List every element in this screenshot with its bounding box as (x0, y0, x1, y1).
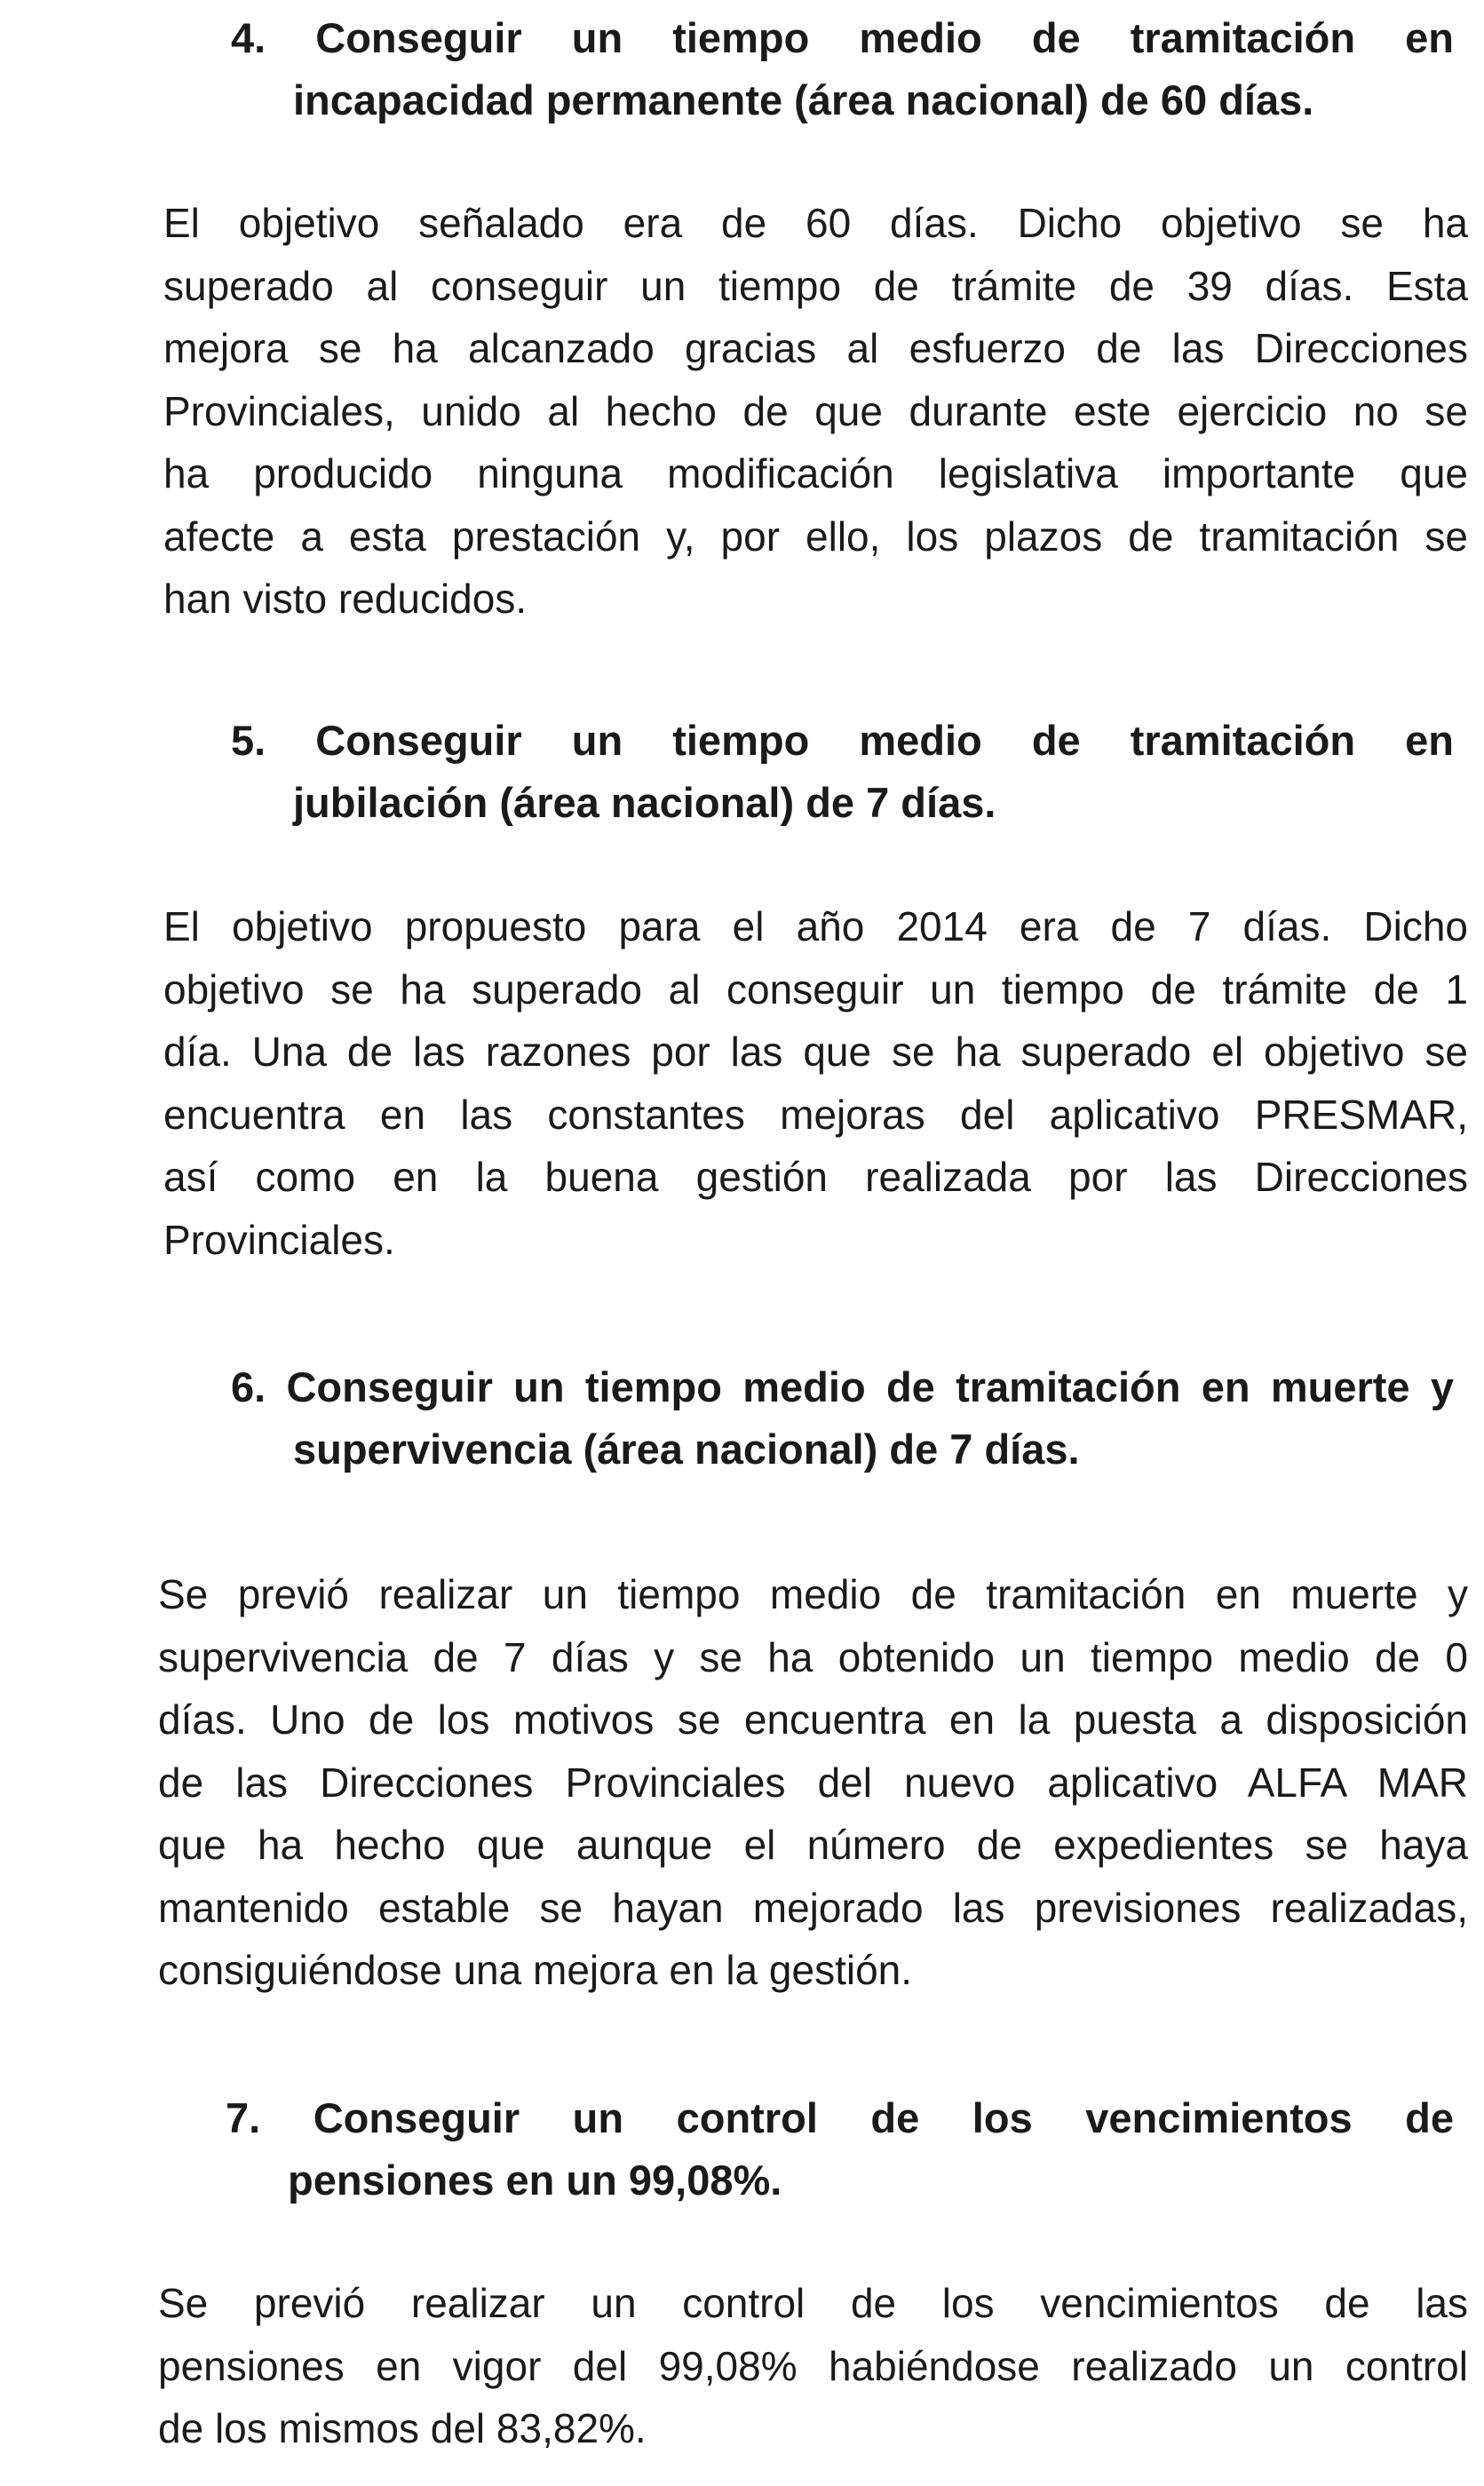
paragraph-line: El objetivo señalado era de 60 días. Dicho objetivo se ha (163, 200, 1468, 246)
section-7-heading (226, 2087, 1454, 2212)
paragraph-line: afecte a esta prestación y, por ello, los plazos de tramitación se (163, 512, 1468, 560)
section-7-paragraph (158, 2272, 1468, 2460)
paragraph-line: de los mismos del 83,82%. (158, 2405, 647, 2451)
paragraph-line: encuentra en las constantes mejoras del aplicativo PRESMAR, (163, 1091, 1468, 1138)
paragraph-line: ha producido ninguna modificación legislativa importante que (163, 450, 1468, 496)
paragraph-line: Se previó realizar un tiempo medio de tramitación en muerte y (158, 1571, 1468, 1617)
paragraph-line: Provinciales. (163, 1216, 395, 1263)
paragraph-line: que ha hecho que aunque el número de expedientes se haya (158, 1822, 1468, 1868)
section-7-heading-line2: pensiones en un 99,08%. (288, 2156, 782, 2204)
paragraph-line: Provinciales, unido al hecho de que durante este ejercicio no se (163, 387, 1468, 434)
section-5-paragraph (163, 895, 1468, 1271)
paragraph-line: mantenido estable se hayan mejorado las previsiones realizadas, (158, 1884, 1468, 1931)
paragraph-line: día. Una de las razones por las que se ha superado el objetivo se (163, 1029, 1468, 1075)
section-6-heading-line2: supervivencia (área nacional) de 7 días. (293, 1426, 1080, 1473)
section-4-heading-line1: 4. Conseguir un tiempo medio de tramitación en (231, 14, 1454, 61)
paragraph-line: mejora se ha alcanzado gracias al esfuerzo de las Direcciones (163, 325, 1468, 371)
section-4-paragraph (163, 192, 1468, 631)
paragraph-line: días. Uno de los motivos se encuentra en la puesta a disposición (158, 1696, 1468, 1743)
paragraph-line: han visto reducidos. (163, 576, 528, 622)
paragraph-line: de las Direcciones Provinciales del nuevo aplicativo ALFA MAR (158, 1759, 1468, 1806)
paragraph-line: consiguiéndose una mejora en la gestión. (158, 1947, 913, 1993)
section-6-heading (231, 1356, 1454, 1481)
section-7-heading-line1: 7. Conseguir un control de los vencimientos de (226, 2094, 1454, 2141)
section-5-heading-line1: 5. Conseguir un tiempo medio de tramitación en (231, 717, 1454, 764)
paragraph-line: pensiones en vigor del 99,08% habiéndose realizado un control (158, 2342, 1468, 2389)
section-6-paragraph (158, 1563, 1468, 2002)
paragraph-line: Se previó realizar un control de los vencimientos de las (158, 2280, 1468, 2326)
paragraph-line: El objetivo propuesto para el año 2014 era de 7 días. Dicho (163, 903, 1468, 949)
paragraph-line: supervivencia de 7 días y se ha obtenido un tiempo medio de 0 (158, 1633, 1468, 1680)
paragraph-line: objetivo se ha superado al conseguir un tiempo de trámite de 1 (163, 965, 1468, 1013)
paragraph-line: superado al conseguir un tiempo de trámite de 39 días. Esta (163, 262, 1468, 309)
section-6-heading-line1: 6. Conseguir un tiempo medio de tramitación en muerte y (231, 1363, 1454, 1410)
paragraph-line: así como en la buena gestión realizada por las Direcciones (163, 1154, 1468, 1200)
section-4-heading-line2: incapacidad permanente (área nacional) de 60 días. (293, 76, 1314, 123)
section-5-heading (231, 710, 1454, 834)
section-4-heading (231, 7, 1454, 131)
section-5-heading-line2: jubilación (área nacional) de 7 días. (293, 779, 996, 826)
